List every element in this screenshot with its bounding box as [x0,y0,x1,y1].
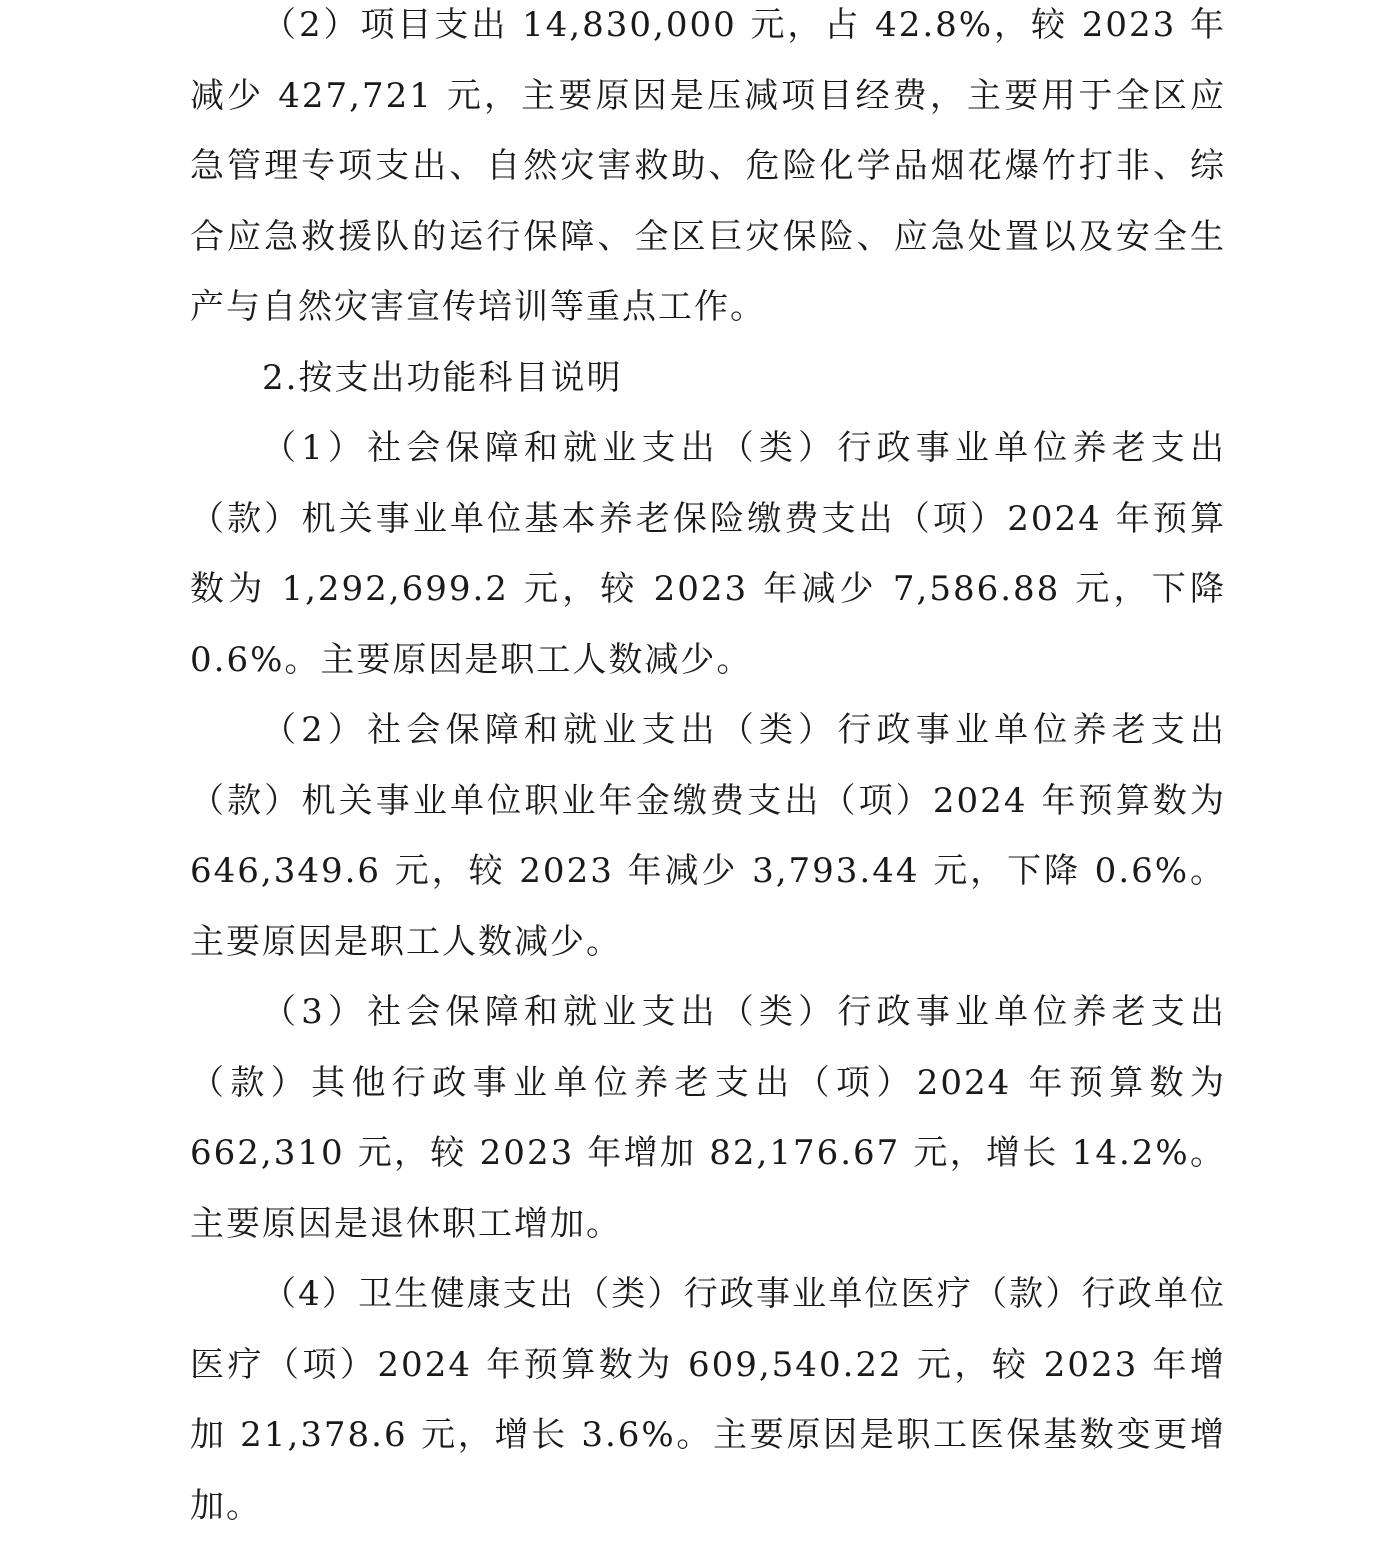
paragraph-item-2: （2）社会保障和就业支出（类）行政事业单位养老支出（款）机关事业单位职业年金缴费支出（项）2024 年预算数为 646,349.6 元，较 2023 年减少 3,793.44 元，下降 0.6%。主要原因是职工人数减少。 [190,710,1226,962]
paragraph-item-4: （4）卫生健康支出（类）行政事业单位医疗（款）行政单位医疗（项）2024 年预算数为 609,540.22 元，较 2023 年增加 21,378.6 元，增长 3.6%。主要原因是职工医保基数变更增加。 [190,1274,1226,1526]
document-page [190,0,1226,1541]
paragraph-item-1: （1）社会保障和就业支出（类）行政事业单位养老支出（款）机关事业单位基本养老保险缴费支出（项）2024 年预算数为 1,292,699.2 元，较 2023 年减少 7,586.88 元，下降 0.6%。主要原因是职工人数减少。 [190,428,1226,680]
paragraph-item-3: （3）社会保障和就业支出（类）行政事业单位养老支出（款）其他行政事业单位养老支出（项）2024 年预算数为 662,310 元，较 2023 年增加 82,176.67 元，增长 14.2%。主要原因是退休职工增加。 [190,992,1226,1244]
paragraph-project-expenditure: （2）项目支出 14,830,000 元，占 42.8%，较 2023 年减少 427,721 元，主要原因是压减项目经费，主要用于全区应急管理专项支出、自然灾害救助、危险化学品烟花爆竹打非、综合应急救援队的运行保障、全区巨灾保险、应急处置以及安全生产与自然灾害宣传培训等重点工作。 [190,5,1226,327]
section-heading: 2.按支出功能科目说明 [262,357,623,398]
